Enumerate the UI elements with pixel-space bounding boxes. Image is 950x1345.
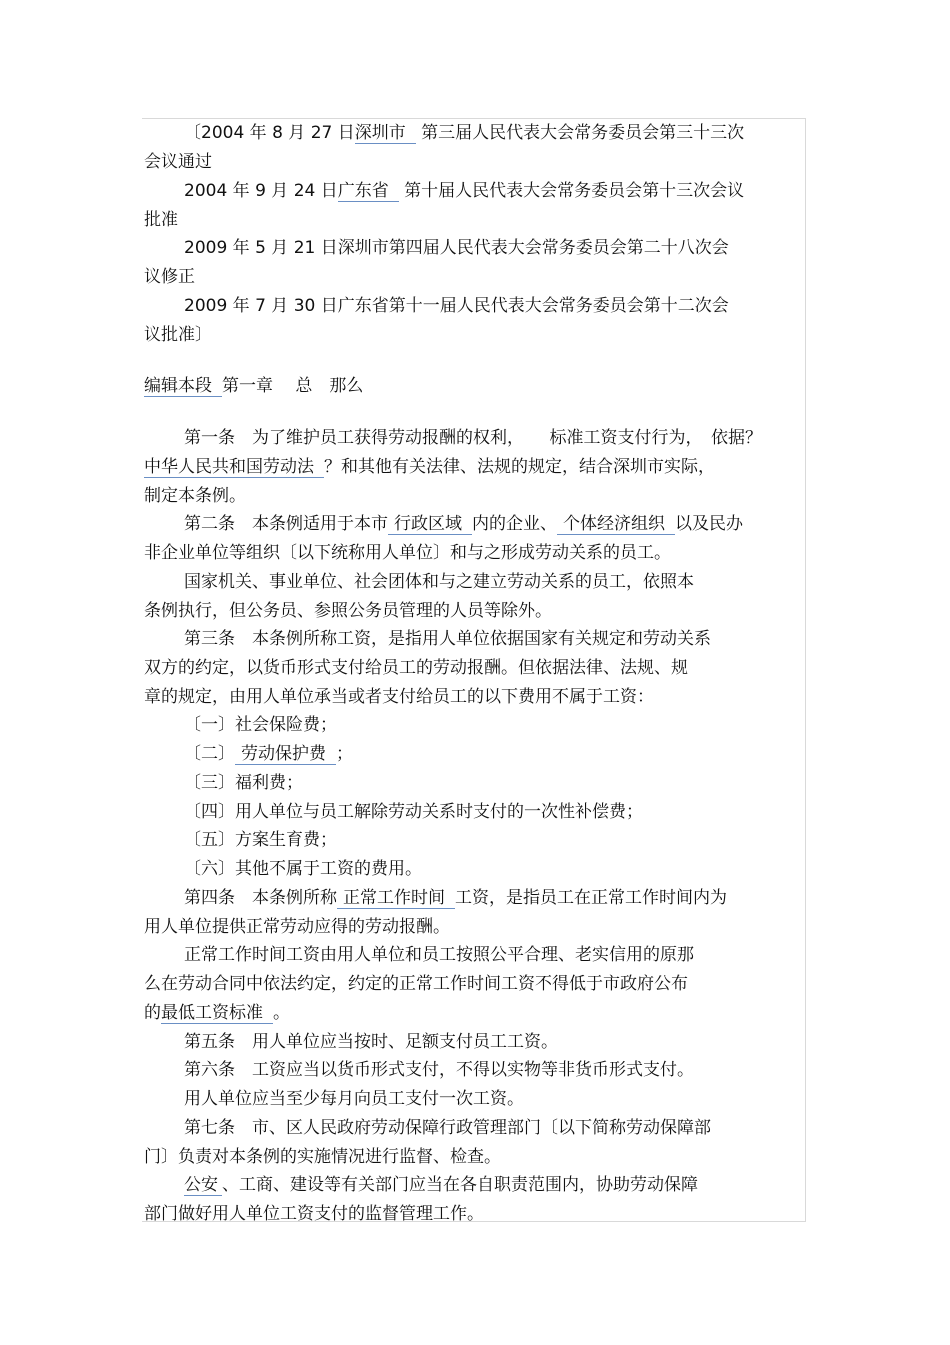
link-labor-law[interactable]: 中华人民共和国劳动法	[144, 457, 324, 478]
link-minimum-wage-standard[interactable]: 最低工资标准	[161, 1003, 273, 1024]
art3-item-text: 〔二〕	[184, 744, 235, 764]
art6-line-1: 第六条 工资应当以货币形式支付，不得以实物等非货币形式支付。	[184, 1060, 694, 1080]
art2-line-2: 非企业单位等组织〔以下统称用人单位〕和与之形成劳动关系的员工。	[144, 543, 671, 563]
art3-item-text: ；	[336, 744, 353, 764]
chapter-heading	[144, 376, 363, 396]
chapter-title: 第一章 总 那么	[222, 376, 364, 396]
art3-item-2	[184, 744, 353, 764]
intro-line-2: 会议通过	[144, 152, 212, 172]
intro-line-5: 2009 年 5 月 21 日深圳市第四届人民代表大会常务委员会第二十八次会	[184, 238, 729, 258]
link-administrative-region[interactable]: 行政区域	[388, 514, 472, 535]
art3-item-5: 〔五〕方案生育费；	[184, 830, 337, 850]
intro-text: 2004 年 9 月 24 日	[184, 181, 338, 201]
art4-text: 工资，是指员工在正常工作时间内为	[455, 888, 727, 908]
art1-line-1: 第一条 为了维护员工获得劳动报酬的权利， 标准工资支付行为， 依据？	[184, 428, 762, 448]
art2-line-4: 条例执行，但公务员、参照公务员管理的人员等除外。	[144, 601, 552, 621]
art3-item-6: 〔六〕其他不属于工资的费用。	[184, 859, 422, 879]
art2-text: 内的企业、	[472, 514, 557, 534]
intro-line-7: 2009 年 7 月 30 日广东省第十一届人民代表大会常务委员会第十二次会	[184, 296, 729, 316]
art4-line-1	[184, 888, 727, 908]
art4-text: 的	[144, 1003, 161, 1023]
intro-line-4: 批准	[144, 210, 178, 230]
intro-line-1	[184, 123, 744, 143]
art4-text: 第四条 本条例所称	[184, 888, 337, 908]
art7-text: 、工商、建设等有关部门应当在各自职责范围内，协助劳动保障	[222, 1175, 698, 1195]
link-individual-economic-org[interactable]: 个体经济组织	[557, 514, 675, 535]
art2-text: 第二条 本条例适用于本市	[184, 514, 388, 534]
art6-line-2: 用人单位应当至少每月向员工支付一次工资。	[184, 1089, 524, 1109]
art7-line-3	[184, 1175, 698, 1195]
intro-text: 第三届人民代表大会常务委员会第三十三次	[415, 123, 745, 143]
link-public-security[interactable]: 公安	[184, 1175, 222, 1196]
art7-line-1: 第七条 市、区人民政府劳动保障行政管理部门〔以下简称劳动保障部	[184, 1118, 711, 1138]
intro-text: 第十届人民代表大会常务委员会第十三次会议	[398, 181, 745, 201]
intro-line-3	[184, 181, 744, 201]
link-labor-protection-fee[interactable]: 劳动保护费	[235, 744, 336, 765]
art2-line-3: 国家机关、事业单位、社会团体和与之建立劳动关系的员工，依照本	[184, 572, 694, 592]
edit-section-link[interactable]: 编辑本段	[144, 376, 222, 397]
art1-line-3: 制定本条例。	[144, 486, 246, 506]
art3-item-4: 〔四〕用人单位与员工解除劳动关系时支付的一次性补偿费；	[184, 802, 643, 822]
art4-line-4: 么在劳动合同中依法约定，约定的正常工作时间工资不得低于市政府公布	[144, 974, 688, 994]
link-guangdong[interactable]: 广东省	[338, 181, 399, 202]
art4-text: 。	[273, 1003, 290, 1023]
art1-text: ？和其他有关法律、法规的规定，结合深圳市实际，	[324, 457, 715, 477]
art5-line-1: 第五条 用人单位应当按时、足额支付员工工资。	[184, 1032, 558, 1052]
art2-text: 以及民办	[675, 514, 743, 534]
intro-text: 〔2004 年 8 月 27 日	[184, 123, 355, 143]
art3-item-3: 〔三〕福利费；	[184, 773, 303, 793]
art7-line-4: 部门做好用人单位工资支付的监督管理工作。	[144, 1204, 484, 1224]
art3-item-1: 〔一〕社会保险费；	[184, 715, 337, 735]
link-normal-working-hours[interactable]: 正常工作时间	[337, 888, 455, 909]
art3-line-3: 章的规定，由用人单位承当或者支付给员工的以下费用不属于工资：	[144, 687, 654, 707]
art7-line-2: 门〕负责对本条例的实施情况进行监督、检查。	[144, 1147, 501, 1167]
art4-line-3: 正常工作时间工资由用人单位和员工按照公平合理、老实信用的原那	[184, 945, 694, 965]
intro-line-6: 议修正	[144, 267, 195, 287]
intro-line-8: 议批准〕	[144, 325, 212, 345]
art4-line-2: 用人单位提供正常劳动应得的劳动报酬。	[144, 917, 450, 937]
art3-line-2: 双方的约定，以货币形式支付给员工的劳动报酬。但依据法律、法规、规	[144, 658, 688, 678]
art3-line-1: 第三条 本条例所称工资，是指用人单位依据国家有关规定和劳动关系	[184, 629, 711, 649]
art1-line-2	[144, 457, 715, 477]
link-shenzhen[interactable]: 深圳市	[355, 123, 416, 144]
art4-line-5	[144, 1003, 290, 1023]
art2-line-1	[184, 514, 743, 534]
